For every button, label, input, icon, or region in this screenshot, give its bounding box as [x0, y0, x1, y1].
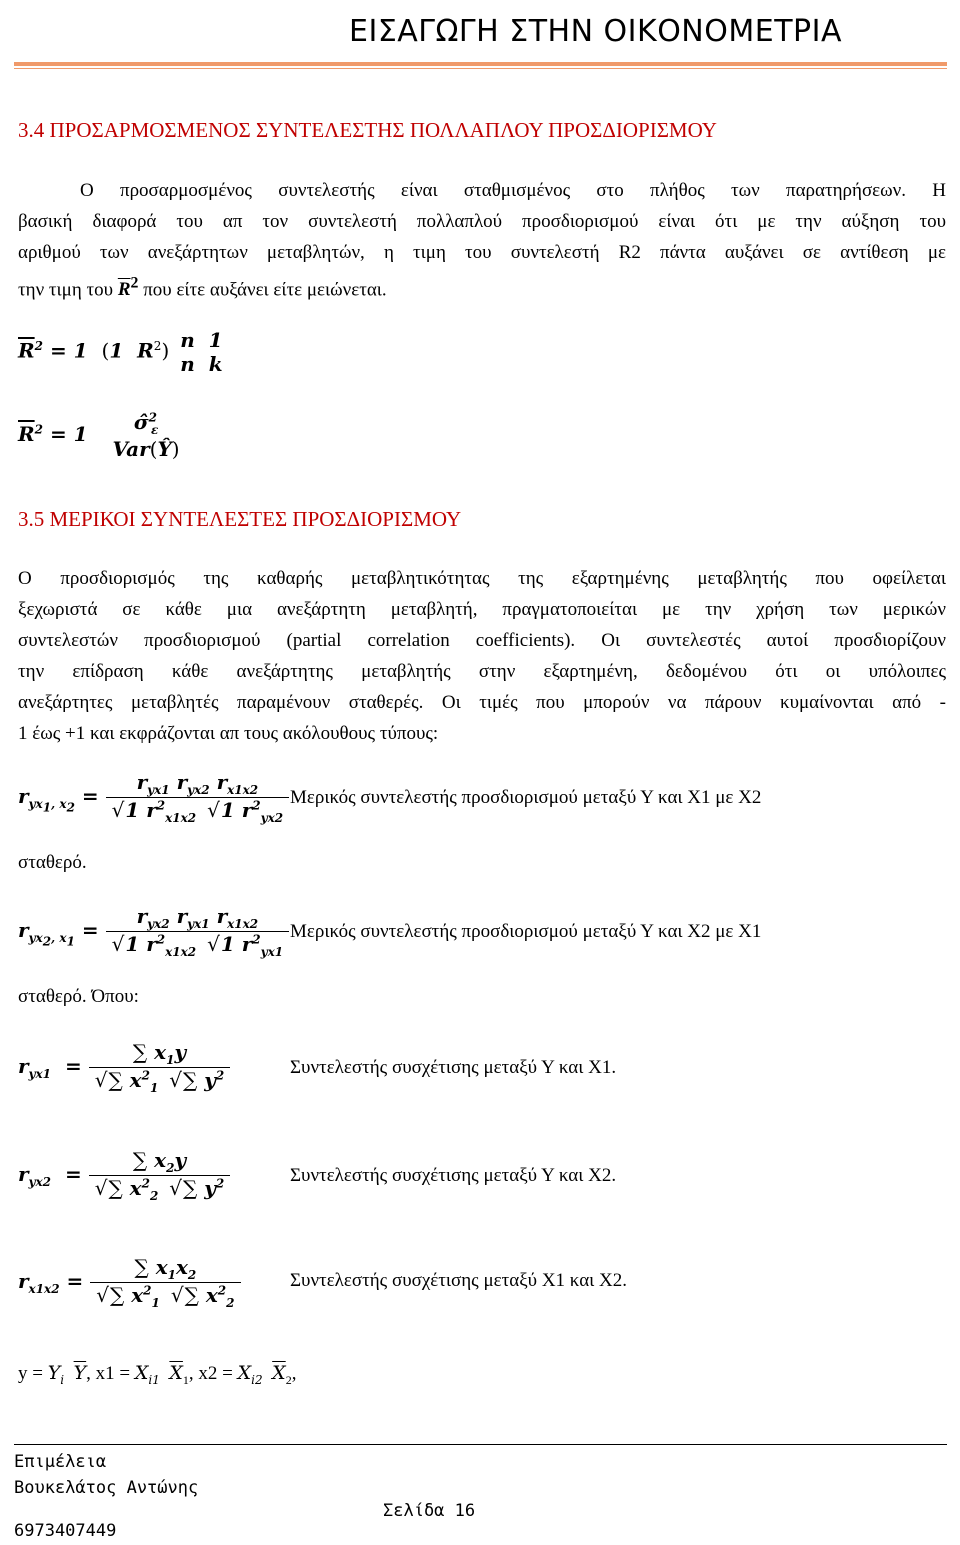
- page-header-title: ΕΙΣΑΓΩΓΗ ΣΤΗΝ ΟΙΚΟΝΟΜΕΤΡΙΑ: [349, 14, 842, 49]
- page-number: Σελίδα 16: [383, 1501, 476, 1521]
- footer-author-name: Βουκελάτος Αντώνης: [14, 1478, 199, 1498]
- paragraph-line: Ο προσδιορισμός της καθαρής μεταβλητικότητας της εξαρτημένης μεταβλητής που οφείλεται: [18, 568, 946, 589]
- formula-description: Συντελεστής συσχέτισης μεταξύ Χ1 και Χ2.: [290, 1270, 627, 1291]
- header-rule: [14, 62, 947, 66]
- footer-phone: 6973407449: [14, 1521, 117, 1541]
- paragraph-line: την τιμη του $\overline{R}^2$ που είτε αυξάνει είτε μειώνεται.: [18, 275, 387, 301]
- paragraph-partial-coefficients: [18, 563, 946, 749]
- formula-corr-x1x2: $r_{x1x2}$ = ∑ $x_1x_2$ √ ∑ $x^2_1$ √ ∑ $x^2_2$: [18, 1255, 241, 1310]
- footer-rule: [14, 1444, 947, 1445]
- formula-description: Μερικός συντελεστής προσδιορισμού μεταξύ Υ και Χ2 με Χ1: [290, 921, 762, 942]
- formula-corr-yx1: $r_{yx1}$ = ∑ $x_1y$ √ ∑ $x^2_1$ √ ∑ $y^2$: [18, 1040, 230, 1095]
- formula-description-cont: σταθερό. Όπου:: [18, 986, 139, 1007]
- paragraph-line: συντελεστών προσδιορισμού (partial correlation coefficients). Οι συντελεστές αυτοί προσδιορίζουν: [18, 630, 946, 651]
- section-heading-3-5: 3.5 ΜΕΡΙΚΟΙ ΣΥΝΤΕΛΕΣΤΕΣ ΠΡΟΣΔΙΟΡΙΣΜΟΥ: [18, 507, 462, 531]
- formula-adjusted-r2: $\overline{R}^2 = 1$ (1 $R^2$) n 1 n k: [18, 328, 223, 376]
- formula-adjusted-r2-variance: $\overline{R}^2 = 1$ σ̂$^2_\varepsilon$ Var(Ŷ): [18, 410, 180, 461]
- formula-partial-yx1-x2: $r_{yx_1, x_2}$ = $r_{yx1}$ $r_{yx2}$ $r_{x1x2}$ √ 1 $r^2_{x1x2}$ √ 1 $r^2_{yx2}$: [18, 770, 289, 825]
- paragraph-line: την επίδραση κάθε ανεξάρτητης μεταβλητής στην εξαρτημένη, δεδομένου ότι οι υπόλοιπες: [18, 661, 946, 682]
- header-rule-thin: [14, 68, 947, 69]
- paragraph-line: ξεχωριστά σε κάθε μια ανεξάρτητη μεταβλητή, πραγματοποιείται με την χρήση των μερικών: [18, 599, 946, 620]
- paragraph-line: ανεξάρτητες μεταβλητές παραμένουν σταθερές. Οι τιμές που μπορούν να πάρουν κυμαίνονται από -: [18, 692, 946, 713]
- footer-editor-label: Επιμέλεια: [14, 1452, 107, 1472]
- paragraph-adjusted-r2: [18, 175, 946, 305]
- paragraph-line: βασική διαφορά του απ τον συντελεστή πολλαπλού προσδιορισμού είναι ότι με την αύξηση του: [18, 211, 946, 232]
- formula-description: Μερικός συντελεστής προσδιορισμού μεταξύ Υ και Χ1 με Χ2: [290, 787, 762, 808]
- formula-partial-yx2-x1: $r_{yx_2, x_1}$ = $r_{yx2}$ $r_{yx1}$ $r_{x1x2}$ √ 1 $r^2_{x1x2}$ √ 1 $r^2_{yx1}$: [18, 904, 289, 959]
- formula-description: Συντελεστής συσχέτισης μεταξύ Υ και Χ2.: [290, 1165, 617, 1186]
- paragraph-line: Ο προσαρμοσμένος συντελεστής είναι σταθμισμένος στο πλήθος των παρατηρήσεων. Η: [80, 180, 946, 201]
- variable-definitions: $y = Y_i$ $\overline{Y}$, $x1 = X_{i1}$ $\overline{X}_1$, $x2 = X_{i2}$ $\overline{X}_2$,: [18, 1362, 297, 1387]
- formula-corr-yx2: $r_{yx2}$ = ∑ $x_2y$ √ ∑ $x^2_2$ √ ∑ $y^2$: [18, 1148, 230, 1203]
- paragraph-line: αριθμού των ανεξάρτητων μεταβλητών, η τιμη του συντελεστή R2 πάντα αυξάνει σε αντίθεση με: [18, 242, 946, 263]
- section-heading-3-4: 3.4 ΠΡΟΣΑΡΜΟΣΜΕΝΟΣ ΣΥΝΤΕΛΕΣΤΗΣ ΠΟΛΛΑΠΛΟΥ ΠΡΟΣΔΙΟΡΙΣΜΟΥ: [18, 118, 717, 142]
- formula-description: Συντελεστής συσχέτισης μεταξύ Υ και Χ1.: [290, 1057, 617, 1078]
- formula-description-cont: σταθερό.: [18, 852, 87, 873]
- paragraph-line: 1 έως +1 και εκφράζονται απ τους ακόλουθους τύπους:: [18, 723, 439, 744]
